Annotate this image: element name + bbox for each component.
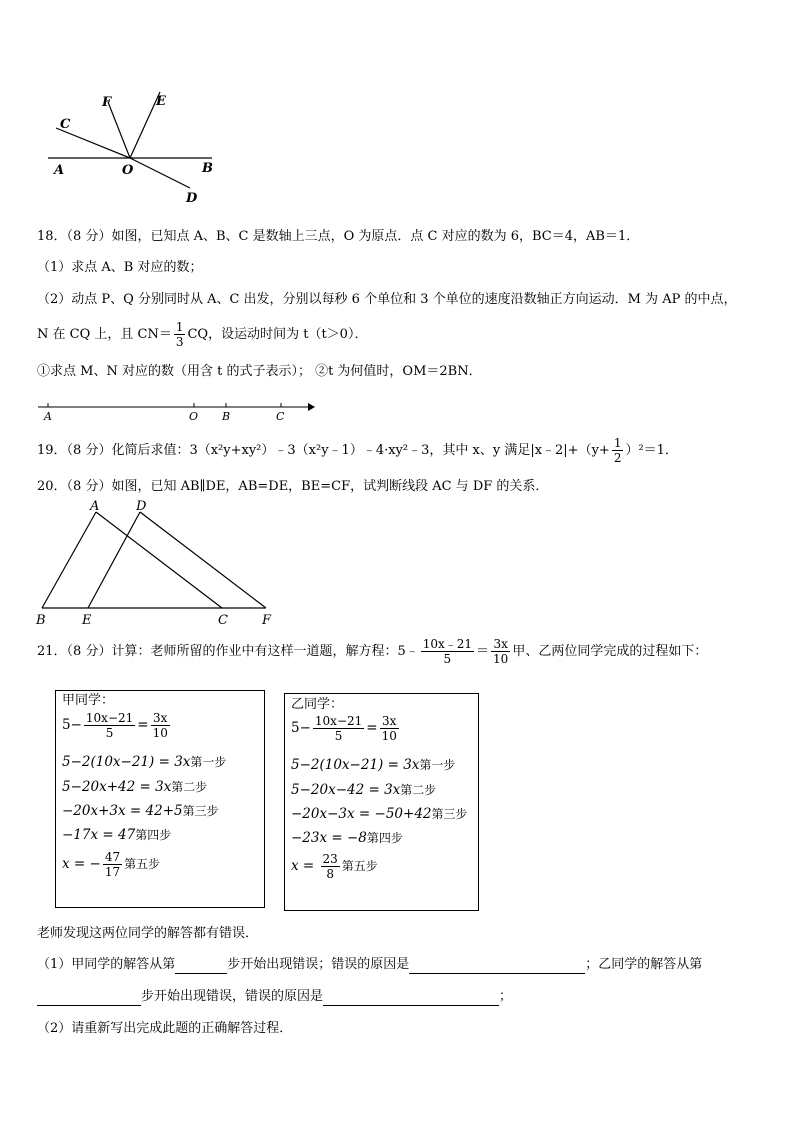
q18-head: 18．（8 分）如图，已知点 A、B、C 是数轴上三点，O 为原点．点 C 对应的数为 6，BC＝4，AB＝1． xyxy=(37,229,640,244)
label-e: E xyxy=(156,94,166,109)
frac-den: 3 xyxy=(175,335,184,349)
frac-den: 5 xyxy=(443,652,452,666)
q21-p1-e: ； xyxy=(499,989,513,1004)
frac-num: 10x−21 xyxy=(314,714,363,728)
fraction-one-third xyxy=(174,320,186,349)
frac-num: 23 xyxy=(322,852,338,866)
q21-part2: （2）请重新写出完成此题的正确解答过程． xyxy=(37,1021,293,1036)
q18-part3-a: N 在 CQ 上，且 CN＝ xyxy=(37,327,172,342)
jia-line2 xyxy=(62,753,226,771)
answer-blank[interactable] xyxy=(323,991,499,1006)
jia-l1-eq: = xyxy=(137,717,149,733)
yi-l3-step: 第二步 xyxy=(400,783,437,797)
jia-l1-frac1 xyxy=(84,711,135,740)
jia-l5-expr: −17x = 47 xyxy=(62,827,136,843)
triangles-figure xyxy=(32,498,282,628)
jia-l4-step: 第三步 xyxy=(182,804,219,818)
frac-num: 3x xyxy=(380,714,399,729)
jia-l1-frac2 xyxy=(151,711,170,740)
yi-line3 xyxy=(291,781,436,799)
teacher-note: 老师发现这两位同学的解答都有错误． xyxy=(37,926,259,941)
jia-l4-expr: −20x+3x = 42+5 xyxy=(62,803,183,819)
q21-part1-line1 xyxy=(37,956,702,974)
axis-label-c: C xyxy=(276,410,285,423)
q19-a: 19．（8 分）化简后求值：3（x²y+xy²）﹣3（x²y﹣1）﹣4·xy²﹣3，其中 x、y 满足|x﹣2|+（y+ xyxy=(37,443,610,458)
label-a: A xyxy=(90,499,100,514)
fraction-rhs xyxy=(491,637,510,666)
yi-l5-expr: −23x = −8 xyxy=(291,830,367,846)
yi-line1 xyxy=(291,714,401,743)
yi-l3-expr: 5−20x−42 = 3x xyxy=(291,782,401,798)
frac-num: 47 xyxy=(104,850,121,864)
label-c: C xyxy=(60,117,71,132)
label-e: E xyxy=(82,613,92,628)
axis-label-a: A xyxy=(44,410,52,423)
yi-title: 乙同学： xyxy=(291,697,344,712)
q19-b: ）²＝1． xyxy=(625,443,678,458)
q21-p1-c: ；乙同学的解答从第 xyxy=(585,957,703,972)
yi-l2-step: 第一步 xyxy=(419,758,456,772)
q21-p1-d: 步开始出现错误，错误的原因是 xyxy=(141,989,324,1004)
jia-l5-step: 第四步 xyxy=(135,828,172,842)
q18-part1: （1）求点 A、B 对应的数； xyxy=(37,260,203,275)
label-c: C xyxy=(218,613,228,628)
q20-text: 20．（8 分）如图，已知 AB∥DE，AB=DE，BE=CF，试判断线段 AC 与 DF 的关系． xyxy=(37,479,549,494)
label-d: D xyxy=(136,499,147,514)
q21-head xyxy=(37,637,707,666)
jia-line5 xyxy=(62,826,171,844)
label-d: D xyxy=(186,191,198,206)
jia-line3 xyxy=(62,778,207,796)
yi-l4-expr: −20x−3x = −50+42 xyxy=(291,806,432,822)
yi-l2-expr: 5−2(10x−21) = 3x xyxy=(291,757,420,773)
yi-l6-step: 第五步 xyxy=(341,859,378,873)
frac-num: 1 xyxy=(613,436,622,450)
yi-l1-frac1 xyxy=(313,714,364,743)
q21-eq: ＝ xyxy=(476,644,490,659)
frac-num: 3x xyxy=(151,711,170,726)
label-f: F xyxy=(262,613,272,628)
jia-l6-frac xyxy=(103,850,122,879)
label-a: A xyxy=(54,163,65,178)
jia-l2-step: 第一步 xyxy=(190,755,227,769)
yi-l5-step: 第四步 xyxy=(366,831,403,845)
jia-l6-pre: x = − xyxy=(62,856,101,872)
jia-l3-step: 第二步 xyxy=(171,780,208,794)
q18-part3 xyxy=(37,320,367,349)
number-line-figure xyxy=(36,398,316,424)
frac-den: 10 xyxy=(152,726,168,740)
yi-line6 xyxy=(291,852,378,881)
jia-l1-pre: 5− xyxy=(62,717,82,733)
frac-den: 10 xyxy=(381,729,397,743)
yi-line5 xyxy=(291,829,403,847)
frac-den: 5 xyxy=(334,729,343,743)
q21-a: 21．（8 分）计算：老师所留的作业中有这样一道题，解方程：5﹣ xyxy=(37,644,419,659)
label-o: O xyxy=(122,163,134,178)
frac-den: 8 xyxy=(326,867,334,881)
jia-line4 xyxy=(62,802,219,820)
answer-blank[interactable] xyxy=(175,959,227,974)
fraction-lhs xyxy=(421,637,474,666)
frac-num: 10x﹣21 xyxy=(422,637,473,651)
label-b: B xyxy=(202,161,213,176)
label-b: B xyxy=(36,613,46,628)
q18-part3-b: CQ，设运动时间为 t（t＞0）． xyxy=(187,327,368,342)
frac-num: 10x−21 xyxy=(85,711,134,725)
q18-part2: （2）动点 P、Q 分别同时从 A、C 出发，分别以每秒 6 个单位和 3 个单位的速度沿数轴正方向运动．M 为 AP 的中点， xyxy=(37,292,737,307)
frac-den: 10 xyxy=(493,652,509,666)
label-f: F xyxy=(102,95,112,110)
jia-l2-expr: 5−2(10x−21) = 3x xyxy=(62,754,191,770)
yi-l4-step: 第三步 xyxy=(431,807,468,821)
axis-label-o: O xyxy=(189,410,199,423)
q21-part1-line2 xyxy=(37,988,512,1006)
answer-blank[interactable] xyxy=(409,959,585,974)
answer-blank[interactable] xyxy=(37,991,141,1006)
frac-num: 3x xyxy=(491,637,510,652)
q18-part4: ①求点 M、N 对应的数（用含 t 的式子表示）； ②t 为何值时，OM＝2BN． xyxy=(37,364,482,379)
fraction-one-half xyxy=(612,436,624,465)
jia-l6-step: 第五步 xyxy=(124,857,161,871)
yi-l1-eq: = xyxy=(366,720,378,736)
angle-figure xyxy=(40,88,230,208)
frac-den: 5 xyxy=(105,726,114,740)
frac-num: 1 xyxy=(175,320,184,334)
yi-l1-pre: 5− xyxy=(291,720,311,736)
jia-line6 xyxy=(62,850,160,879)
yi-l1-frac2 xyxy=(380,714,399,743)
yi-line4 xyxy=(291,805,468,823)
axis-label-b: B xyxy=(222,410,231,423)
q21-p1-b: 步开始出现错误；错误的原因是 xyxy=(227,957,410,972)
yi-l6-pre: x = xyxy=(291,858,319,874)
jia-title: 甲同学： xyxy=(62,693,115,708)
q19-text xyxy=(37,436,678,465)
yi-l6-frac xyxy=(321,852,340,881)
frac-den: 17 xyxy=(104,865,121,879)
yi-line2 xyxy=(291,756,455,774)
frac-den: 2 xyxy=(613,451,622,465)
q21-p1-a: （1）甲同学的解答从第 xyxy=(37,957,176,972)
jia-l3-expr: 5−20x+42 = 3x xyxy=(62,779,172,795)
jia-line1 xyxy=(62,711,172,740)
q21-b: 甲、乙两位同学完成的过程如下： xyxy=(512,644,708,659)
